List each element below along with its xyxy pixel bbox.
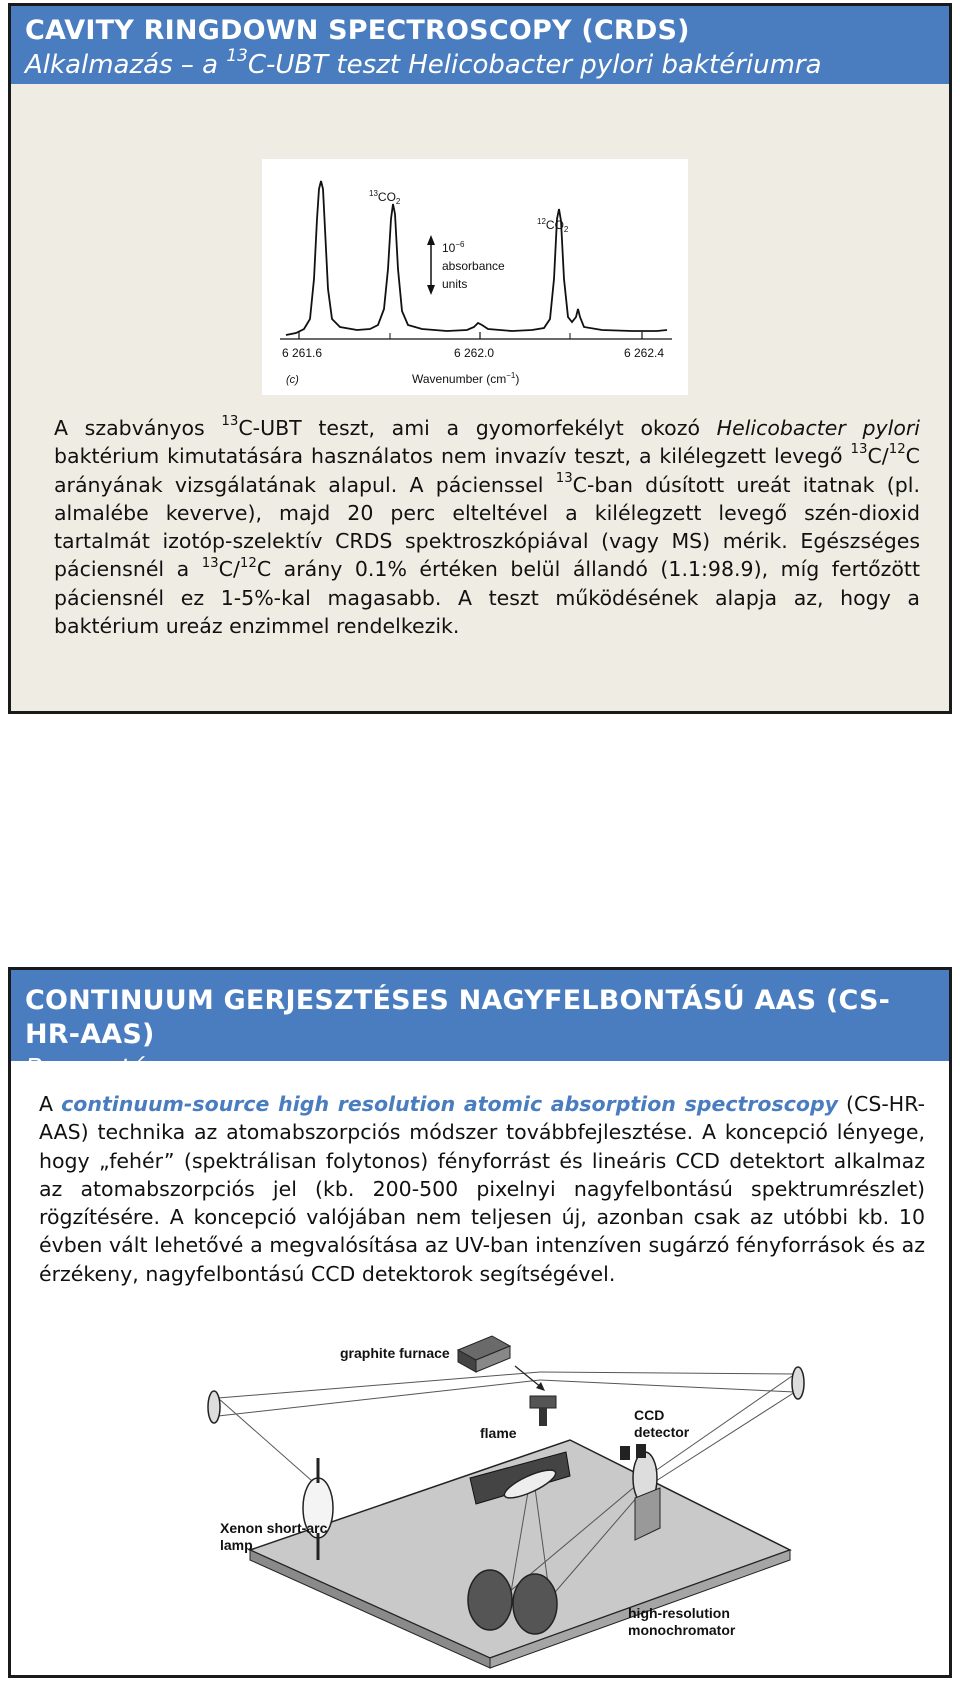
pointer-arrow: [515, 1366, 542, 1388]
panel-label: (c): [286, 374, 299, 386]
label-graphite-furnace: graphite furnace: [340, 1345, 450, 1361]
scale-label-absorbance: absorbance: [442, 259, 505, 273]
cs-hr-aas-diagram: [190, 1328, 814, 1670]
pointer-arrow-head: [536, 1382, 545, 1391]
label-lamp-line2: lamp: [220, 1537, 253, 1553]
tick-label-left: 6 261.6: [282, 346, 323, 360]
tick-label-right: 6 262.4: [624, 346, 665, 360]
beam-line: [540, 1380, 795, 1392]
species-name: Helicobacter pylori: [716, 416, 920, 440]
slide2-title: CONTINUUM GERJESZTÉSES NAGYFELBONTÁSÚ AAS (CS-HR-AAS): [25, 985, 891, 1050]
beam-line: [218, 1398, 320, 1488]
scale-arrow-head-up: [427, 235, 435, 245]
x-axis-label: Wavenumber $(cm^{-1})$: [412, 371, 520, 386]
label-12co2: $^{12}CO_2$: [537, 217, 569, 234]
label-mono-line2: monochromator: [628, 1622, 736, 1638]
slide-crds: [8, 3, 952, 714]
right-mirror: [792, 1367, 804, 1399]
spectrum-trace: [286, 181, 667, 335]
mono-lens-left: [468, 1570, 512, 1630]
slide2-banner: [11, 970, 949, 1084]
label-mono-line1: high-resolution: [628, 1605, 730, 1621]
burner-stem: [539, 1408, 547, 1426]
flame-burner: [530, 1396, 556, 1408]
slide2-subtitle: Bevezetés: [25, 1054, 160, 1084]
beam-line: [540, 1372, 795, 1374]
crds-spectrum-figure: [262, 159, 688, 395]
slide2-paragraph: A continuum-source high resolution atomic absorption spectroscopy (CS-HR-AAS) technika az atomabszorpciós módszer továbbfejlesztése. A koncepció lényege, hogy „fehér” (spektrálisan folytonos) fényforrást és lineáris CCD detektort alkalmaz az atomabszorpciós jel (kb. 200-500 pixelnyi nagyfelbontású spektrumrészlet) rögzítésére. A koncepció valójában nem teljesen új, azonban csak az utóbbi kb. 10 évben vált lehetővé a megvalósítása az UV-ban intenzíven sugárzó fényforrások és az érzékeny, nagyfelbontású CCD detektorok segítségével.: [39, 1092, 926, 1286]
mono-lens-right: [513, 1574, 557, 1634]
scale-label-10: $10^{-6}$: [442, 240, 465, 255]
slide-cs-hr-aas: [8, 967, 952, 1678]
label-flame: flame: [480, 1425, 517, 1441]
crds-spectrum-svg: [262, 159, 688, 395]
tick-label-mid: 6 262.0: [454, 346, 495, 360]
slide1-title: CAVITY RINGDOWN SPECTROSCOPY (CRDS): [25, 15, 690, 46]
slide1-banner: [11, 6, 949, 84]
graphite-furnace-icon: [458, 1336, 510, 1372]
cs-hr-aas-svg: [190, 1328, 814, 1670]
scale-label-units: units: [442, 277, 468, 291]
beam-line: [645, 1392, 795, 1488]
label-lamp-line1: Xenon short-arc: [220, 1520, 328, 1536]
scale-arrow-head-down: [427, 285, 435, 295]
slide1-subtitle: Alkalmazás – a $^{13}$C-UBT teszt Helicobacter pylori baktériumra: [25, 44, 822, 80]
label-13co2: $^{13}CO_2$: [369, 189, 401, 206]
left-mirror: [208, 1391, 220, 1423]
ccd-chip: [636, 1444, 646, 1458]
label-ccd-line1: CCD: [634, 1407, 665, 1423]
ccd-chip: [620, 1446, 630, 1460]
slide1-paragraph: A szabványos $^{13}$C-UBT teszt, ami a gyomorfekélyt okozó Helicobacter pylori baktérium kimutatására használatos nem invazív teszt, a kilélegzett levegő $^{13}$C/$^{12}$C arányának vizsgálatának alapul. A pácienssel $^{13}$C-ban dúsított ureát itatnak (pl. almalébe keverve), majd 20 perc elteltével a kilélegzett levegő szén-dioxid tartalmát izotóp-szelektív CRDS spektroszkópiával (vagy MS) mérik. Egészséges páciensnél a $^{13}$C/$^{12}$C arány 0.1% értéken belül állandó (1.1:98.9), míg fertőzött páciensnél ez 1-5%-kal magasabb. A teszt működésének alapja az, hogy a baktérium ureáz enzimmel rendelkezik.: [54, 414, 920, 639]
technique-term: continuum-source high resolution atomic absorption spectroscopy: [61, 1092, 838, 1116]
label-ccd-line2: detector: [634, 1424, 690, 1440]
